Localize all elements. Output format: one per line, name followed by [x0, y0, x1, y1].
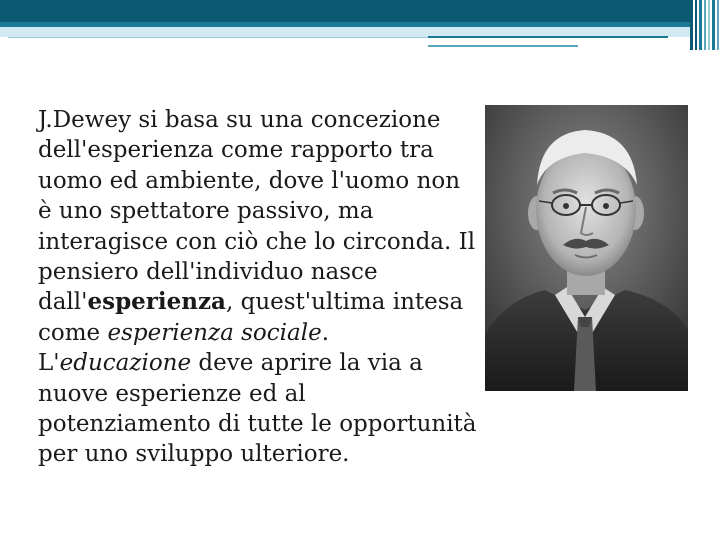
- text-segment: , quest'ultima intesa come: [38, 289, 464, 346]
- header-rule-1: [428, 36, 668, 38]
- header-band-dark: [0, 0, 690, 22]
- text-segment-italic: esperienza sociale: [107, 319, 322, 346]
- person-portrait-photo-icon: [485, 105, 688, 391]
- text-segment: J.Dewey si basa su una concezione dell'esperienza come rapporto tra uomo ed ambiente, dove l'uomo non è uno spettatore passivo, ma interagisce con ciò che lo circonda. Il pensiero dell'individuo nasce dall': [38, 107, 476, 316]
- text-segment: deve aprire la via a nuove esperienze ed al potenziamento di tutte le opportunità per uno sviluppo ulteriore.: [38, 350, 477, 468]
- header-rule-2: [428, 45, 578, 47]
- header-stripes: [690, 0, 720, 50]
- text-segment: . L': [38, 319, 330, 377]
- text-segment-bold: esperienza: [87, 288, 226, 316]
- slide-body-text: [38, 105, 478, 470]
- header-rule-thin: [8, 37, 428, 38]
- text-segment-italic: educazione: [59, 350, 192, 377]
- slide-header-decoration: [0, 0, 720, 50]
